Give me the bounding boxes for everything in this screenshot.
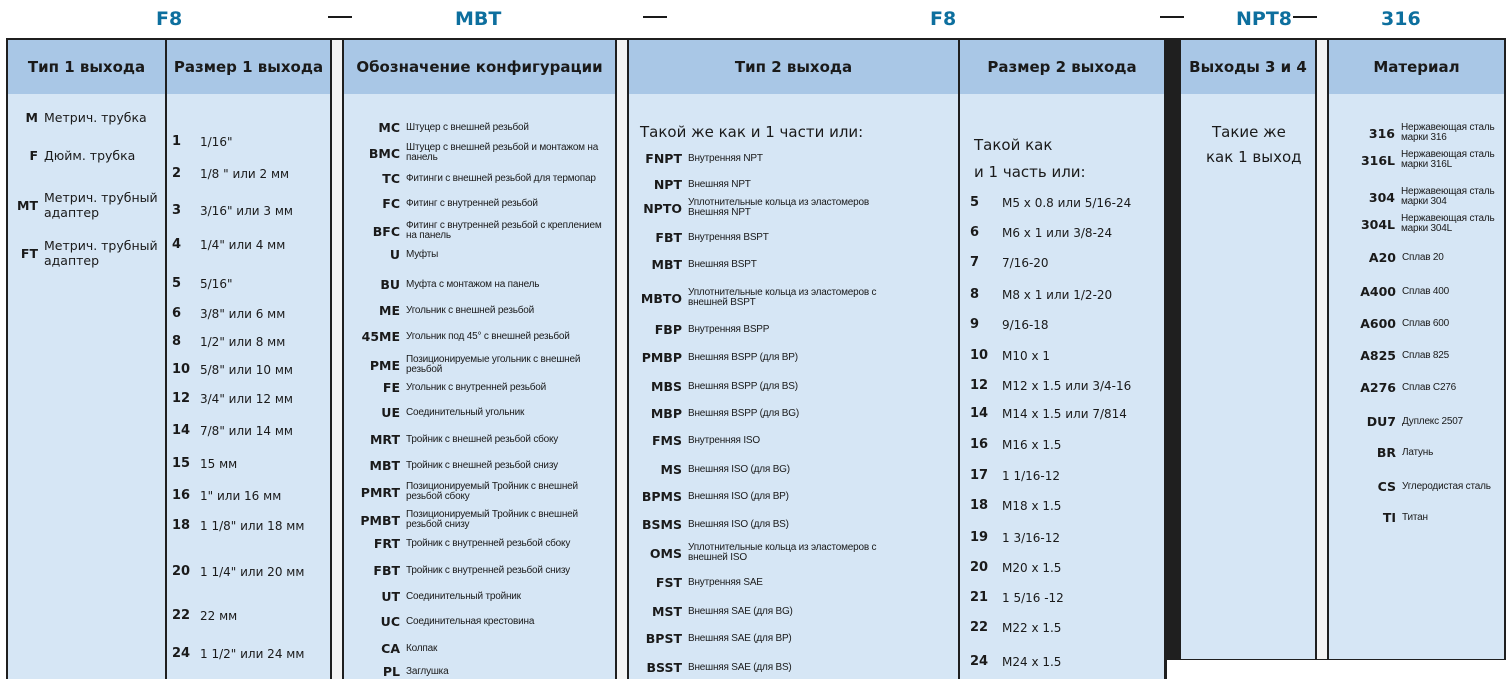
config-code: FC	[382, 196, 400, 211]
type2-row	[636, 604, 793, 619]
size1-description: 1/4" или 4 мм	[200, 237, 286, 252]
material-code: 304L	[1360, 216, 1395, 232]
config-code: FBT	[373, 563, 400, 578]
size2-description: M24 x 1.5	[1002, 654, 1062, 669]
size2-row	[970, 287, 1112, 302]
column-header: Обозначение конфигурации	[344, 40, 615, 94]
size2-code: 5	[970, 195, 980, 210]
config-code: ME	[379, 303, 400, 318]
config-description: Фитинги с внешней резьбой для термопар	[406, 172, 596, 184]
size2-code: 9	[970, 317, 980, 332]
code-part-type2: F8	[930, 8, 957, 30]
type2-description: Внешняя SAE (для BS)	[688, 661, 792, 673]
size2-description: M16 x 1.5	[1002, 437, 1062, 452]
config-row	[352, 380, 546, 395]
config-row	[352, 482, 606, 502]
config-row	[352, 458, 558, 473]
type2-row	[636, 379, 798, 394]
code-separator	[643, 16, 667, 18]
size2-intro-line2: и 1 часть или:	[974, 163, 1086, 181]
config-row	[352, 120, 529, 135]
config-row	[352, 536, 570, 551]
config-row	[352, 614, 534, 629]
type2-description: Уплотнительные кольца из эластомеров Внешняя NPT	[688, 197, 869, 218]
config-description: Соединительный тройник	[406, 590, 521, 602]
config-code: PL	[382, 664, 400, 679]
type2-code: NPT	[653, 177, 682, 192]
column-header: Размер 2 выхода	[960, 40, 1164, 94]
type1-row	[10, 148, 135, 163]
type2-code: BSMS	[642, 517, 682, 532]
config-description: Угольник под 45° с внешней резьбой	[406, 330, 570, 342]
config-description: Заглушка	[406, 665, 449, 677]
size2-row	[970, 437, 1061, 452]
code-separator	[1293, 16, 1317, 18]
type1-code: MT	[17, 197, 38, 213]
config-code: MC	[378, 120, 400, 135]
type2-row	[636, 406, 799, 421]
material-code: BR	[1376, 445, 1396, 460]
type1-row	[10, 110, 147, 125]
config-row	[352, 589, 521, 604]
type2-row	[636, 543, 883, 563]
size1-row	[172, 237, 285, 252]
type2-row	[636, 350, 798, 365]
material-code: A600	[1360, 316, 1396, 331]
config-code: BMC	[368, 145, 400, 161]
config-description: Тройник с внешней резьбой сбоку	[406, 433, 559, 445]
config-code: PMBT	[360, 512, 400, 528]
type2-code: MBTO	[640, 290, 682, 306]
size2-row	[970, 654, 1061, 669]
material-description: Нержавеющая сталь марки 304	[1401, 186, 1495, 207]
size1-row	[172, 166, 289, 181]
type1-code: F	[29, 148, 38, 163]
code-separator	[328, 16, 352, 18]
code-part-config: MBT	[455, 8, 502, 30]
column-gap	[1317, 40, 1327, 659]
size2-description: 1 5/16 -12	[1002, 590, 1064, 605]
type2-description: Внешняя BSPT	[688, 258, 757, 270]
type1-description: Метрич. трубный адаптер	[44, 190, 158, 220]
type2-description: Уплотнительные кольца из эластомеров с внешней BSPT	[688, 287, 877, 308]
type2-code: FMS	[652, 433, 682, 448]
size2-row	[970, 590, 1064, 605]
size2-row	[970, 530, 1060, 545]
config-code: UE	[381, 405, 400, 420]
config-row	[352, 563, 570, 578]
size2-description: M5 x 0.8 или 5/16-24	[1002, 195, 1132, 210]
type2-code: BPMS	[641, 489, 682, 504]
config-code: UT	[381, 589, 400, 604]
type2-description: Внешняя ISO (для BS)	[688, 518, 789, 530]
size1-code: 16	[172, 488, 191, 503]
material-code: A276	[1360, 380, 1396, 395]
size1-row	[172, 362, 293, 377]
type2-code: MBT	[651, 257, 682, 272]
size2-row	[970, 406, 1127, 421]
size2-code: 7	[970, 255, 980, 270]
size1-code: 6	[172, 306, 182, 321]
column-type1	[8, 40, 165, 679]
config-row	[352, 221, 606, 241]
size1-description: 3/4" или 12 мм	[200, 391, 293, 406]
config-row	[352, 171, 596, 186]
size1-code: 10	[172, 362, 191, 377]
size1-description: 7/8" или 14 мм	[200, 423, 293, 438]
config-row	[352, 432, 558, 447]
config-code: BFC	[372, 223, 400, 239]
material-code: TI	[1382, 510, 1396, 525]
size2-row	[970, 560, 1061, 575]
size2-row	[970, 348, 1050, 363]
type2-description: Внешняя BSPP (для BG)	[688, 407, 799, 419]
frame-cut	[1167, 660, 1507, 679]
material-code: 316L	[1360, 152, 1395, 168]
type2-code: BPST	[645, 631, 682, 646]
config-row	[352, 664, 448, 679]
material-row	[1334, 150, 1507, 170]
type2-description: Внутренняя BSPT	[688, 231, 769, 243]
config-description: Позиционируемый Тройник с внешней резьбой сбоку	[406, 481, 578, 502]
type2-row	[636, 257, 757, 272]
size1-row	[172, 276, 232, 291]
outputs34-text-line2: как 1 выход	[1206, 148, 1302, 166]
material-row	[1334, 348, 1449, 363]
size2-code: 6	[970, 225, 980, 240]
type2-description: Внешняя SAE (для BG)	[688, 605, 793, 617]
type2-description: Внешняя BSPP (для BP)	[688, 351, 798, 363]
size1-row	[172, 518, 304, 533]
type2-row	[636, 575, 763, 590]
size2-intro-line1: Такой как	[974, 136, 1053, 154]
code-part-material: 316	[1381, 8, 1421, 30]
size1-description: 1/8 " или 2 мм	[200, 166, 290, 181]
type2-code: FBT	[655, 230, 682, 245]
config-code: TC	[382, 171, 400, 186]
type2-row	[636, 462, 790, 477]
material-code: 304	[1368, 189, 1395, 205]
size2-code: 8	[970, 287, 980, 302]
material-row	[1334, 250, 1444, 265]
type2-row	[636, 230, 769, 245]
config-code: FE	[382, 380, 400, 395]
type2-row	[636, 177, 751, 192]
material-row	[1334, 316, 1449, 331]
column-header: Материал	[1329, 40, 1504, 94]
size2-description: M14 x 1.5 или 7/814	[1002, 406, 1127, 421]
size1-description: 5/16"	[200, 276, 233, 291]
size2-row	[970, 378, 1131, 393]
size1-description: 1 1/2" или 24 мм	[200, 646, 305, 661]
type2-intro: Такой же как и 1 части или:	[640, 123, 864, 141]
size2-description: M8 x 1 или 1/2-20	[1002, 287, 1113, 302]
size2-row	[970, 195, 1131, 210]
material-row	[1334, 510, 1428, 525]
type1-row	[10, 238, 168, 268]
config-description: Штуцер с внешней резьбой	[406, 121, 529, 133]
size2-description: M6 x 1 или 3/8-24	[1002, 225, 1113, 240]
size2-row	[970, 468, 1060, 483]
size2-row	[970, 225, 1112, 240]
type2-row	[636, 322, 769, 337]
size2-code: 24	[970, 654, 989, 669]
size1-code: 8	[172, 334, 182, 349]
size1-code: 5	[172, 276, 182, 291]
size2-code: 12	[970, 378, 989, 393]
config-code: MRT	[369, 432, 400, 447]
config-code: UC	[380, 614, 400, 629]
size1-code: 12	[172, 391, 191, 406]
config-description: Соединительная крестовина	[406, 615, 535, 627]
size1-description: 3/16" или 3 мм	[200, 203, 293, 218]
code-part-type1: F8	[156, 8, 183, 30]
type1-row	[10, 190, 168, 220]
config-row	[352, 277, 539, 292]
size2-row	[970, 620, 1061, 635]
size2-description: M12 x 1.5 или 3/4-16	[1002, 378, 1132, 393]
size1-description: 1" или 16 мм	[200, 488, 282, 503]
size1-row	[172, 203, 293, 218]
type2-description: Внешняя ISO (для BP)	[688, 490, 789, 502]
size2-description: 1 3/16-12	[1002, 530, 1060, 545]
type2-code: MS	[660, 462, 682, 477]
config-row	[352, 247, 438, 262]
type2-row	[636, 489, 789, 504]
config-description: Позиционируемый Тройник с внешней резьбой снизу	[406, 509, 578, 530]
config-description: Тройник с внутренней резьбой сбоку	[406, 537, 571, 549]
config-description: Тройник с внешней резьбой снизу	[406, 459, 558, 471]
size2-code: 14	[970, 406, 989, 421]
config-description: Угольник с внешней резьбой	[406, 304, 534, 316]
material-description: Сплав 825	[1402, 349, 1450, 361]
type2-description: Внешняя SAE (для BP)	[688, 632, 792, 644]
type2-code: NPTO	[643, 200, 682, 216]
type2-code: FNPT	[645, 151, 682, 166]
size1-code: 20	[172, 564, 191, 579]
type2-description: Внутренняя BSPP	[688, 323, 770, 335]
size1-code: 24	[172, 646, 191, 661]
type1-code: M	[25, 110, 38, 125]
type2-description: Внутренняя NPT	[688, 152, 763, 164]
size2-description: 1 1/16-12	[1002, 468, 1060, 483]
size2-code: 22	[970, 620, 989, 635]
type2-description: Внешняя ISO (для BG)	[688, 463, 790, 475]
size1-code: 18	[172, 518, 191, 533]
column-gap	[617, 40, 627, 679]
config-description: Колпак	[406, 642, 438, 654]
size2-row	[970, 498, 1061, 513]
size1-code: 15	[172, 456, 191, 471]
column-header: Тип 1 выхода	[8, 40, 165, 94]
size2-code: 16	[970, 437, 989, 452]
material-code: A400	[1360, 284, 1396, 299]
type2-code: PMBP	[641, 350, 682, 365]
material-description: Сплав 400	[1402, 285, 1450, 297]
material-row	[1334, 445, 1433, 460]
size2-description: 9/16-18	[1002, 317, 1049, 332]
config-row	[352, 143, 606, 163]
material-row	[1334, 479, 1491, 494]
size1-code: 1	[172, 134, 182, 149]
config-code: U	[389, 247, 400, 262]
size2-description: M18 x 1.5	[1002, 498, 1062, 513]
code-separator	[1160, 16, 1184, 18]
size2-description: 7/16-20	[1002, 255, 1049, 270]
type2-description: Уплотнительные кольца из эластомеров с внешней ISO	[688, 542, 877, 563]
type2-description: Внутренняя SAE	[688, 576, 763, 588]
config-row	[352, 510, 606, 530]
config-row	[352, 196, 538, 211]
config-description: Муфты	[406, 248, 439, 260]
config-code: PME	[369, 357, 400, 373]
config-code: MBT	[369, 458, 400, 473]
size1-code: 14	[172, 423, 191, 438]
material-description: Сплав 20	[1402, 251, 1444, 263]
material-code: A20	[1368, 250, 1396, 265]
size1-description: 1/16"	[200, 134, 233, 149]
size2-description: M22 x 1.5	[1002, 620, 1062, 635]
type1-description: Метрич. трубный адаптер	[44, 238, 158, 268]
size1-description: 5/8" или 10 мм	[200, 362, 293, 377]
type2-description: Внутренняя ISO	[688, 434, 760, 446]
material-code: DU7	[1366, 414, 1396, 429]
type2-row	[636, 631, 792, 646]
type2-code: BSST	[646, 660, 682, 675]
size1-row	[172, 134, 232, 149]
config-description: Штуцер с внешней резьбой и монтажом на панель	[406, 142, 599, 163]
size1-row	[172, 423, 293, 438]
size1-code: 2	[172, 166, 182, 181]
material-description: Углеродистая сталь	[1402, 480, 1491, 492]
material-row	[1334, 414, 1463, 429]
size1-row	[172, 488, 281, 503]
type2-code: FBP	[654, 322, 682, 337]
size1-code: 22	[172, 608, 191, 623]
config-row	[352, 329, 570, 344]
size2-code: 18	[970, 498, 989, 513]
material-row	[1334, 284, 1449, 299]
config-row	[352, 303, 534, 318]
type1-code: FT	[20, 245, 38, 261]
type2-description: Внешняя NPT	[688, 178, 751, 190]
material-description: Дуплекс 2507	[1402, 415, 1463, 427]
material-code: A825	[1360, 348, 1396, 363]
material-description: Нержавеющая сталь марки 316	[1401, 122, 1495, 143]
config-description: Фитинг с внутренней резьбой	[406, 197, 538, 209]
type2-row	[636, 151, 763, 166]
material-row	[1334, 123, 1507, 143]
size2-code: 20	[970, 560, 989, 575]
type2-code: MBS	[651, 379, 682, 394]
config-row	[352, 405, 524, 420]
material-description: Сплав C276	[1402, 381, 1457, 393]
material-description: Нержавеющая сталь марки 304L	[1401, 213, 1495, 234]
type2-code: MBP	[650, 406, 682, 421]
type1-description: Метрич. трубка	[44, 110, 147, 125]
config-code: FRT	[373, 536, 400, 551]
size2-code: 10	[970, 348, 989, 363]
config-row	[352, 641, 437, 656]
column-header: Выходы 3 и 4	[1181, 40, 1315, 94]
size2-code: 17	[970, 468, 989, 483]
size2-description: M10 x 1	[1002, 348, 1050, 363]
material-description: Титан	[1402, 511, 1428, 523]
type2-code: OMS	[649, 545, 682, 561]
material-row	[1334, 214, 1507, 234]
material-code: CS	[1377, 479, 1396, 494]
material-row	[1334, 380, 1456, 395]
size1-row	[172, 646, 304, 661]
size1-description: 1 1/4" или 20 мм	[200, 564, 305, 579]
config-description: Соединительный угольник	[406, 406, 525, 418]
config-code: BU	[380, 277, 400, 292]
config-description: Позиционируемые угольник с внешней резьбой	[406, 354, 581, 375]
size2-description: M20 x 1.5	[1002, 560, 1062, 575]
type2-row	[636, 433, 760, 448]
type2-row	[636, 198, 883, 218]
size1-row	[172, 456, 237, 471]
config-description: Тройник с внутренней резьбой снизу	[406, 564, 570, 576]
size2-code: 21	[970, 590, 989, 605]
column-gap	[332, 40, 342, 679]
column-header: Тип 2 выхода	[629, 40, 958, 94]
config-code: PMRT	[360, 484, 400, 500]
size1-description: 3/8" или 6 мм	[200, 306, 286, 321]
config-description: Муфта с монтажом на панель	[406, 278, 540, 290]
size2-row	[970, 317, 1049, 332]
material-code: 316	[1368, 125, 1395, 141]
size1-row	[172, 334, 285, 349]
size1-row	[172, 391, 293, 406]
material-description: Сплав 600	[1402, 317, 1450, 329]
size1-code: 4	[172, 237, 182, 252]
config-description: Угольник с внутренней резьбой	[406, 381, 547, 393]
outputs34-text-line1: Такие же	[1212, 123, 1286, 141]
size2-row	[970, 255, 1049, 270]
type2-description: Внешняя BSPP (для BS)	[688, 380, 798, 392]
size1-description: 22 мм	[200, 608, 238, 623]
type2-code: FST	[655, 575, 682, 590]
size1-description: 15 мм	[200, 456, 238, 471]
code-part-outputs34: NPT8	[1236, 8, 1293, 30]
config-code: CA	[381, 641, 400, 656]
size1-code: 3	[172, 203, 182, 218]
material-description: Нержавеющая сталь марки 316L	[1401, 149, 1495, 170]
material-row	[1334, 187, 1507, 207]
column-header: Размер 1 выхода	[167, 40, 330, 94]
config-description: Фитинг с внутренней резьбой с креплением на панель	[406, 220, 602, 241]
size1-row	[172, 564, 304, 579]
type2-code: MST	[652, 604, 682, 619]
type1-description: Дюйм. трубка	[44, 148, 136, 163]
config-row	[352, 355, 606, 375]
config-code: 45ME	[361, 329, 400, 344]
size1-description: 1 1/8" или 18 мм	[200, 518, 305, 533]
type2-row	[636, 517, 789, 532]
size1-row	[172, 608, 237, 623]
size2-code: 19	[970, 530, 989, 545]
size1-description: 1/2" или 8 мм	[200, 334, 286, 349]
size1-row	[172, 306, 285, 321]
type2-row	[636, 660, 792, 675]
material-description: Латунь	[1402, 446, 1434, 458]
type2-row	[636, 288, 883, 308]
